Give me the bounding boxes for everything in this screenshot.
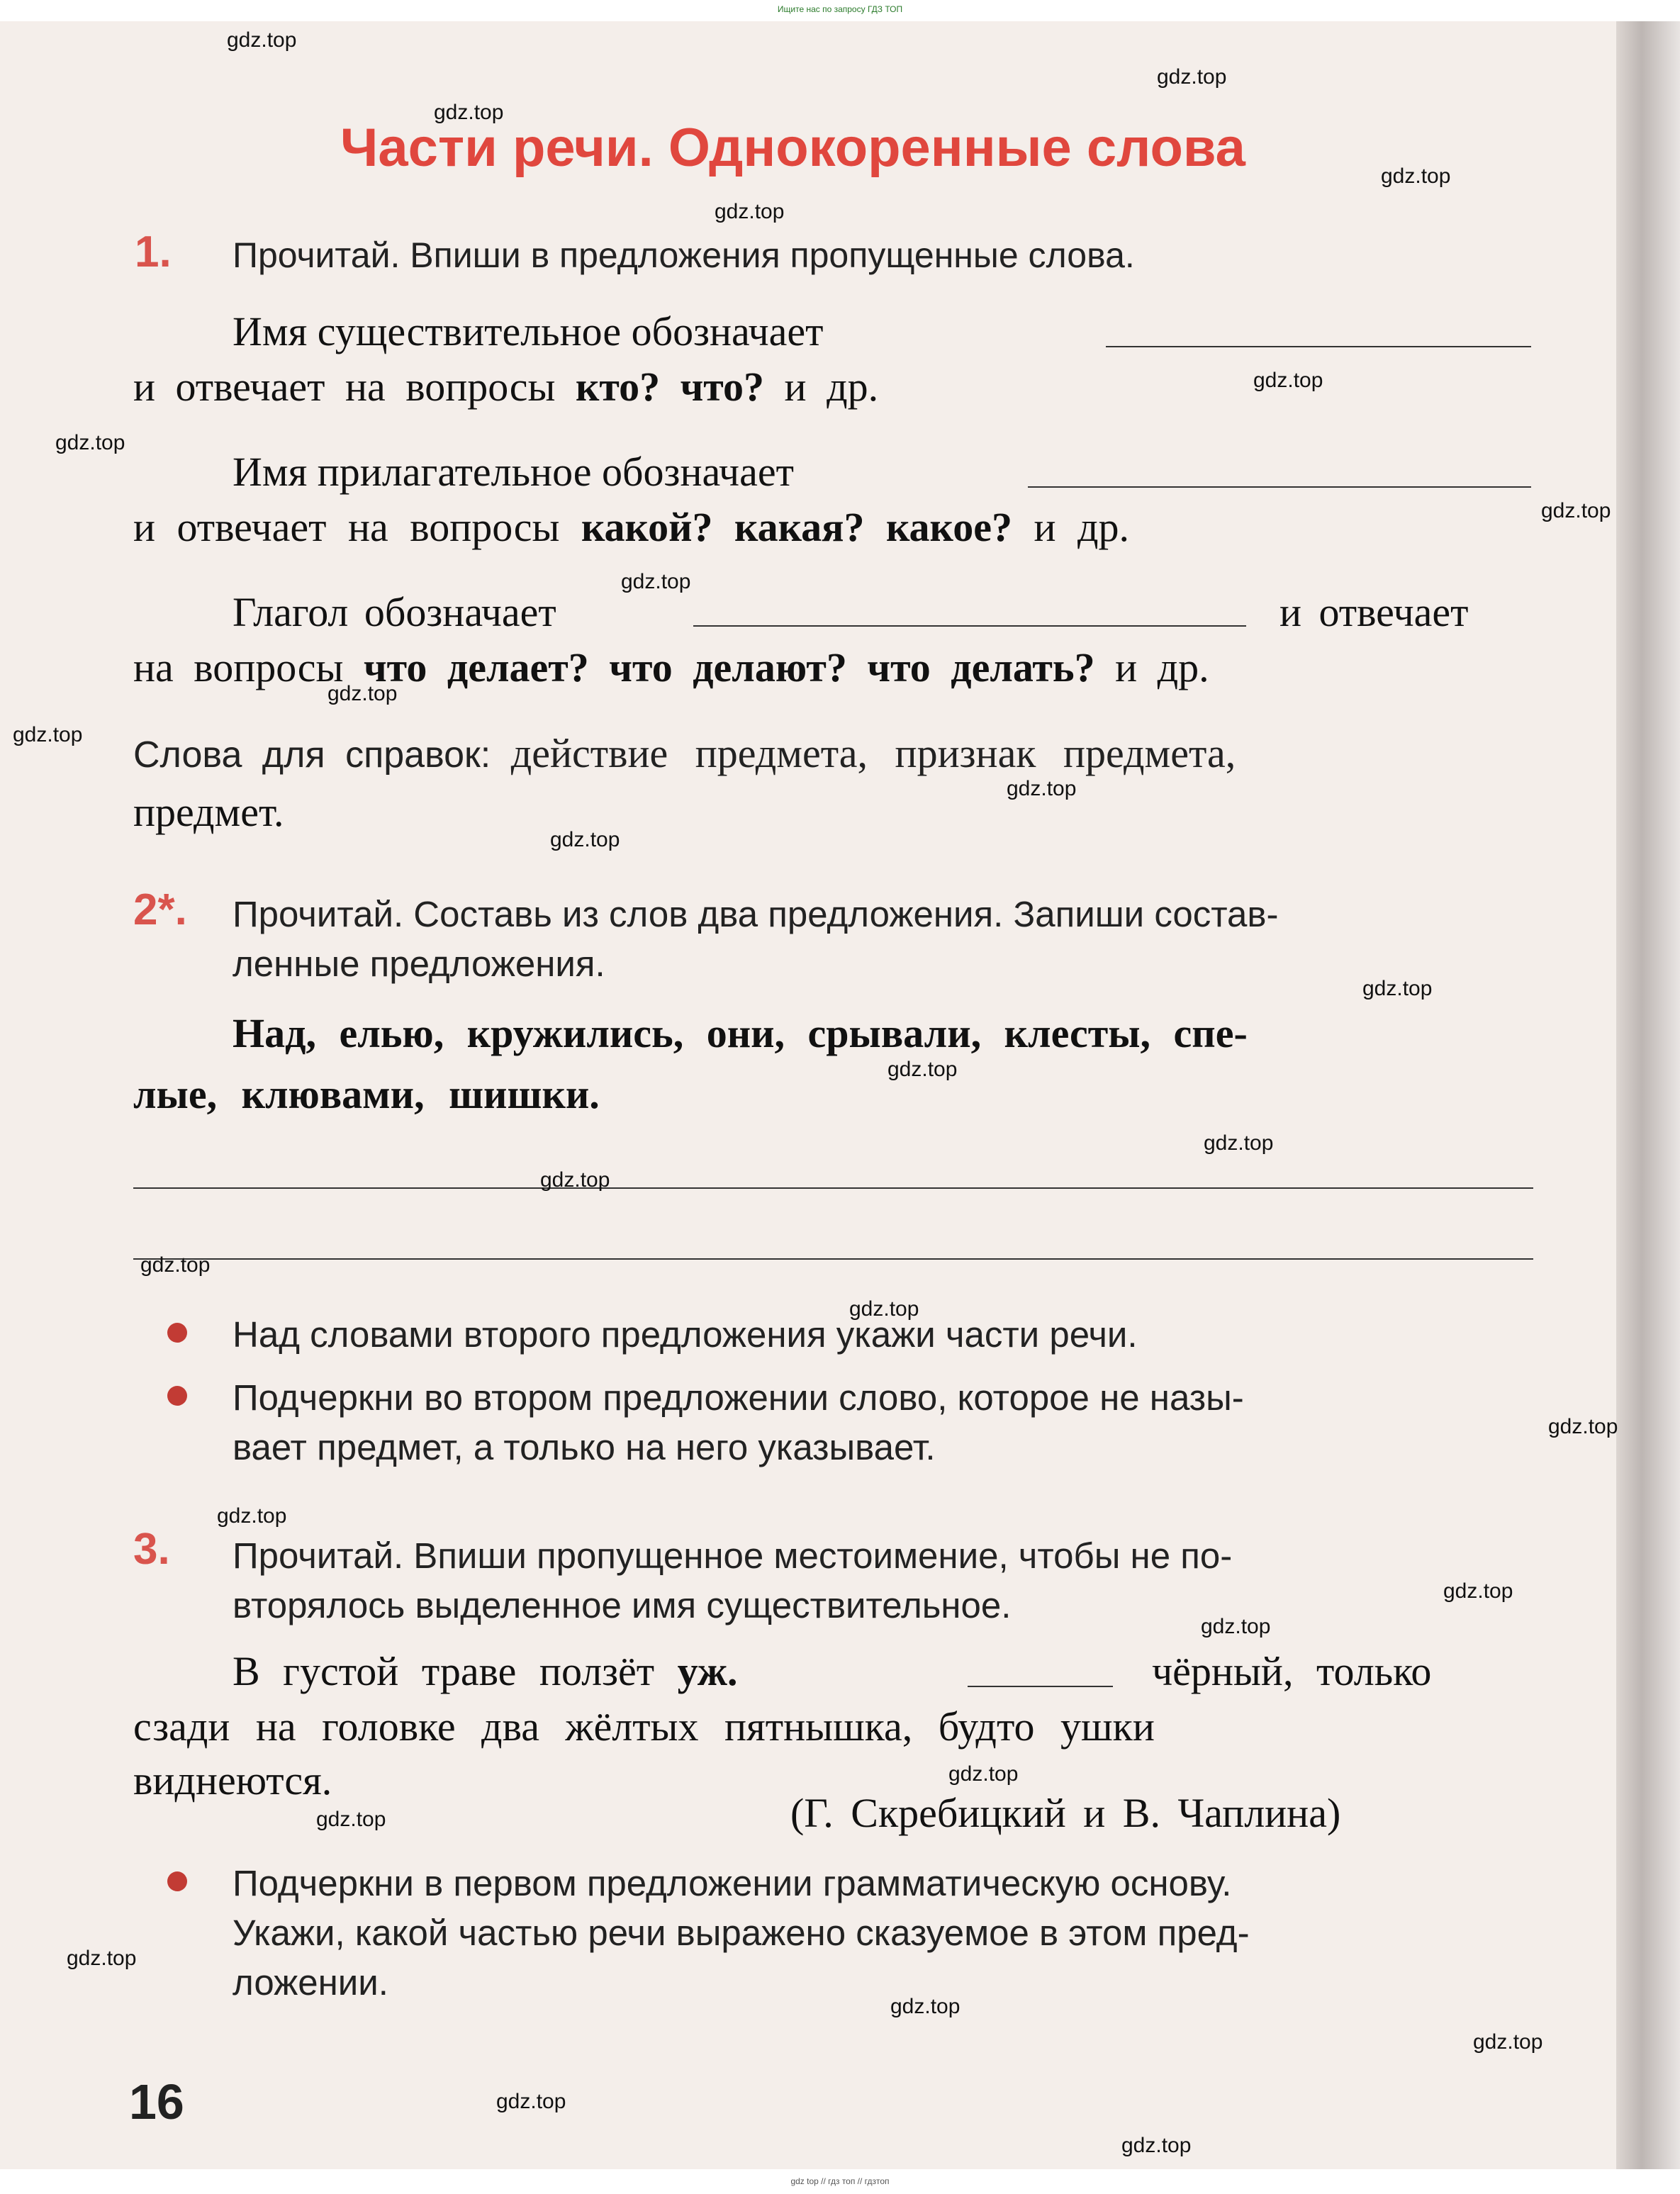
watermark: gdz.top xyxy=(55,431,125,454)
task1-s3-mid: и отвечает xyxy=(1279,589,1469,635)
watermark: gdz.top xyxy=(67,1947,137,1970)
task3-instruction-2: вторялось выделенное имя существительное. xyxy=(233,1585,1012,1625)
task1-s2-end: и отвечает на вопросы какой? какая? какое? и др. xyxy=(133,504,1130,550)
watermark: gdz.top xyxy=(550,828,620,851)
watermark: gdz.top xyxy=(217,1504,287,1528)
watermark: gdz.top xyxy=(1253,369,1323,392)
task1-number: 1. xyxy=(135,228,172,276)
watermark: gdz.top xyxy=(1541,499,1611,522)
watermark: gdz.top xyxy=(948,1762,1019,1786)
task3-bullet-1: Подчеркни в первом предложении грамматическую основу. xyxy=(233,1863,1232,1903)
watermark: gdz.top xyxy=(887,1058,958,1081)
watermark: gdz.top xyxy=(1473,2030,1543,2054)
task2-bullet-2b: вает предмет, а только на него указывает. xyxy=(233,1427,936,1467)
task1-s3-end: на вопросы что делает? что делают? что делать? и др. xyxy=(133,644,1209,690)
bullet-icon xyxy=(167,1323,187,1343)
watermark: gdz.top xyxy=(621,570,691,593)
task1-s2-blank[interactable] xyxy=(1028,486,1531,488)
watermark: gdz.top xyxy=(1157,65,1227,89)
task1-hint-end: предмет. xyxy=(133,789,284,835)
watermark: gdz.top xyxy=(540,1168,610,1192)
task2-words-2: лые, клювами, шишки. xyxy=(133,1071,600,1117)
watermark: gdz.top xyxy=(890,1995,961,2018)
watermark: gdz.top xyxy=(715,200,785,223)
task3-instruction-1: Прочитай. Впиши пропущенное местоимение, чтобы не по- xyxy=(233,1535,1233,1576)
task1-s3-start: Глагол обозначает xyxy=(233,589,556,635)
book-spine xyxy=(1616,21,1680,2169)
task3-text-1c: чёрный, только xyxy=(1152,1648,1432,1694)
task1-s2-start: Имя прилагательное обозначает xyxy=(233,449,794,495)
page-title: Части речи. Однокоренные слова xyxy=(340,118,1245,178)
task3-number: 3. xyxy=(133,1525,170,1574)
task1-s3-blank[interactable] xyxy=(693,625,1246,627)
task3-bullet-3: ложении. xyxy=(233,1962,388,2003)
task1-s1-end: и отвечает на вопросы кто? что? и др. xyxy=(133,364,879,410)
task1-s1-blank[interactable] xyxy=(1106,346,1531,347)
task2-instruction-2: ленные предложения. xyxy=(233,944,605,984)
task3-text-1: В густой траве ползёт уж. xyxy=(233,1648,738,1694)
watermark: gdz.top xyxy=(13,723,83,746)
bottom-note: gdz top // гдз топ // гдзтоп xyxy=(790,2176,890,2186)
task2-words-1: Над, елью, кружились, они, срывали, клесты, спе- xyxy=(233,1010,1248,1056)
task1-hint: Слова для справок: действие предмета, признак предмета, xyxy=(133,730,1236,776)
task1-s1-start: Имя существительное обозначает xyxy=(233,308,824,354)
top-note: Ищите нас по запросу ГДЗ ТОП xyxy=(777,4,903,14)
task2-bullet-2a: Подчеркни во втором предложении слово, которое не назы- xyxy=(233,1377,1244,1418)
watermark: gdz.top xyxy=(327,682,398,705)
watermark: gdz.top xyxy=(1443,1579,1513,1603)
watermark: gdz.top xyxy=(849,1297,919,1321)
task2-instruction-1: Прочитай. Составь из слов два предложения. Запиши состав- xyxy=(233,894,1279,934)
task3-text-3: виднеются. xyxy=(133,1757,332,1803)
watermark: gdz.top xyxy=(1007,777,1077,800)
task3-pronoun-blank[interactable] xyxy=(968,1686,1113,1687)
watermark: gdz.top xyxy=(1381,164,1451,188)
watermark: gdz.top xyxy=(1201,1615,1271,1638)
watermark: gdz.top xyxy=(434,101,504,124)
bullet-icon xyxy=(167,1871,187,1891)
watermark: gdz.top xyxy=(496,2090,566,2113)
page-number: 16 xyxy=(129,2074,184,2129)
task2-bullet-1: Над словами второго предложения укажи части речи. xyxy=(233,1314,1138,1355)
task2-answer-line-1[interactable] xyxy=(133,1187,1533,1189)
watermark: gdz.top xyxy=(316,1808,386,1831)
task2-number: 2*. xyxy=(133,885,187,934)
watermark: gdz.top xyxy=(140,1253,211,1277)
watermark: gdz.top xyxy=(1362,977,1433,1000)
task3-author: (Г. Скребицкий и В. Чаплина) xyxy=(790,1790,1341,1836)
watermark: gdz.top xyxy=(1121,2134,1192,2157)
bullet-icon xyxy=(167,1386,187,1406)
task3-bullet-2: Укажи, какой частью речи выражено сказуемое в этом пред- xyxy=(233,1913,1250,1953)
watermark: gdz.top xyxy=(1204,1131,1274,1155)
task3-text-2: сзади на головке два жёлтых пятнышка, будто ушки xyxy=(133,1703,1155,1750)
watermark: gdz.top xyxy=(1548,1415,1618,1438)
task2-answer-line-2[interactable] xyxy=(133,1258,1533,1260)
task1-instruction: Прочитай. Впиши в предложения пропущенные слова. xyxy=(233,235,1135,275)
watermark: gdz.top xyxy=(227,28,297,52)
